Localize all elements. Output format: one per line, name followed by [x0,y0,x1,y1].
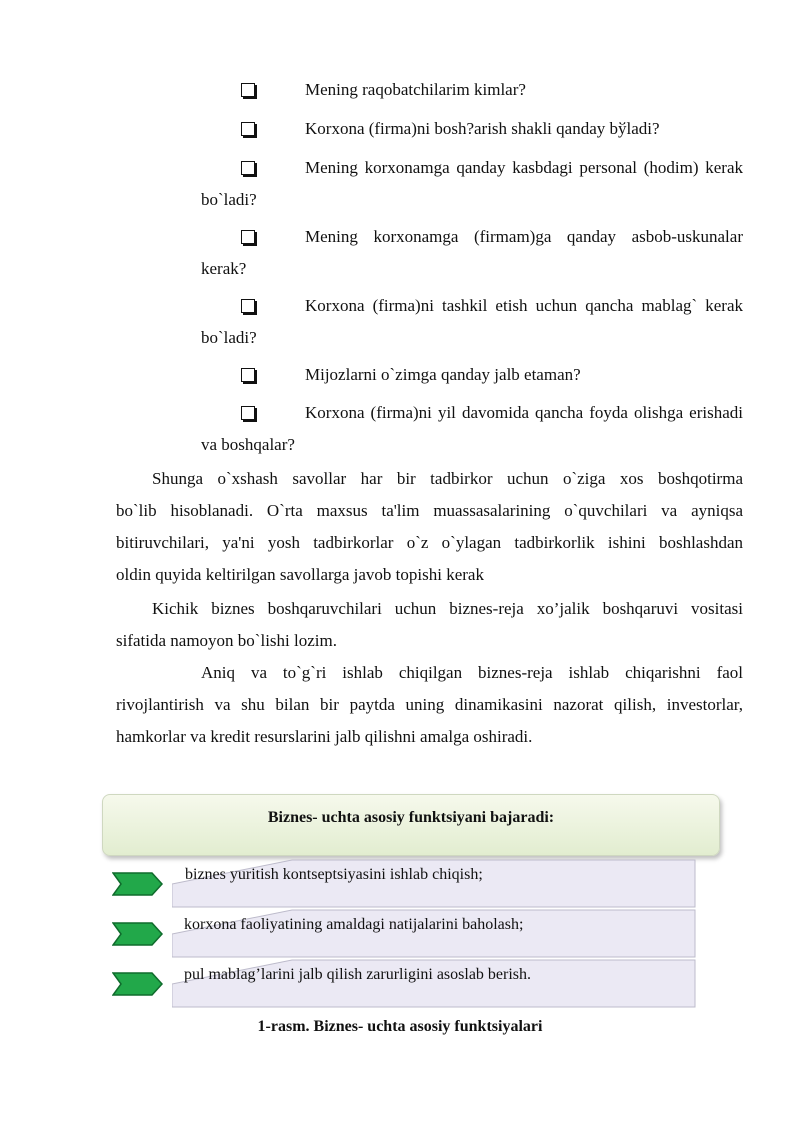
list-item-text: Korxona (firma)ni tashkil etish uchun qancha mablag` kerak bo`ladi? [201,296,743,347]
list-item-text: Mijozlarni o`zimga qanday jalb etaman? [305,365,581,384]
chevron-arrow-icon [112,921,164,947]
checkbox-bullet-icon [241,122,255,136]
diagram-row-text: biznes yuritish kontseptsiyasini ishlab chiqish; [185,866,483,883]
paragraph-line: bitiruvchilari, ya'ni yosh tadbirkorlar o`z o`ylagan tadbirkorlik ishini boshlashdan [116,533,743,552]
list-item-text: Mening korxonamga (firmam)ga qanday asbob-uskunalar kerak? [201,227,743,278]
diagram-header-box [102,794,720,856]
list-item-text: Korxona (firma)ni yil davomida qancha foyda olishga erishadi va boshqalar? [201,403,743,454]
paragraph-line: Shunga o`xshash savollar har bir tadbirkor uchun o`ziga xos boshqotirma [152,469,743,488]
diagram-title: Biznes- uchta asosiy funktsiyani bajaradi: [267,809,555,826]
checkbox-bullet-icon [241,83,255,97]
diagram-row [112,908,697,956]
paragraph-line: sifatida namoyon bo`lishi lozim. [116,631,337,650]
checkbox-bullet-icon [241,161,255,175]
paragraph-line: Aniq va to`g`ri ishlab chiqilgan biznes-reja ishlab chiqarishni faol [201,663,743,682]
diagram-row [112,958,697,1006]
diagram-row-text: pul mablag’larini jalb qilish zarurligini asoslab berish. [184,966,532,983]
diagram-row-text: korxona faoliyatining amaldagi natijalarini baholash; [184,916,524,933]
paragraph-line: hamkorlar va kredit resurslarini jalb qilishni amalga oshiradi. [116,727,533,746]
list-item-text: Mening korxonamga qanday kasbdagi personal (hodim) kerak bo`ladi? [201,158,743,209]
chevron-arrow-icon [112,871,164,897]
body-paragraph [116,463,743,591]
checkbox-bullet-icon [241,230,255,244]
checkbox-list-item [201,74,743,106]
body-paragraph [116,593,743,657]
checkbox-list-item [201,290,743,354]
paragraph-line: oldin quyida keltirilgan savollarga javob topishi kerak [116,565,484,584]
checkbox-list-item [201,113,743,145]
paragraph-line: bo`lib hisoblanadi. O`rta maxsus ta'lim muassasalarining o`quvchilari va ayniqsa [116,501,743,520]
chevron-arrow-icon [112,971,164,997]
checkbox-list-item [201,359,743,391]
list-item-text: Mening raqobatchilarim kimlar? [305,80,526,99]
diagram-row [112,858,697,906]
checkbox-list-item [201,152,743,216]
checkbox-bullet-icon [241,368,255,382]
checkbox-bullet-icon [241,406,255,420]
paragraph-line: Kichik biznes boshqaruvchilari uchun biznes-reja xo’jalik boshqaruvi vositasi [152,599,743,618]
checkbox-bullet-icon [241,299,255,313]
checkbox-list-item [201,397,743,461]
body-paragraph [116,657,743,753]
figure-caption: 1-rasm. Biznes- uchta asosiy funktsiyalari [257,1018,543,1035]
list-item-text: Korxona (firma)ni bosh?arish shakli qanday bўladi? [305,119,660,138]
functions-diagram [100,790,725,1030]
checkbox-list-item [201,221,743,285]
paragraph-line: rivojlantirish va shu bilan bir paytda uning dinamikasini nazorat qilish, investorlar, [116,695,743,714]
